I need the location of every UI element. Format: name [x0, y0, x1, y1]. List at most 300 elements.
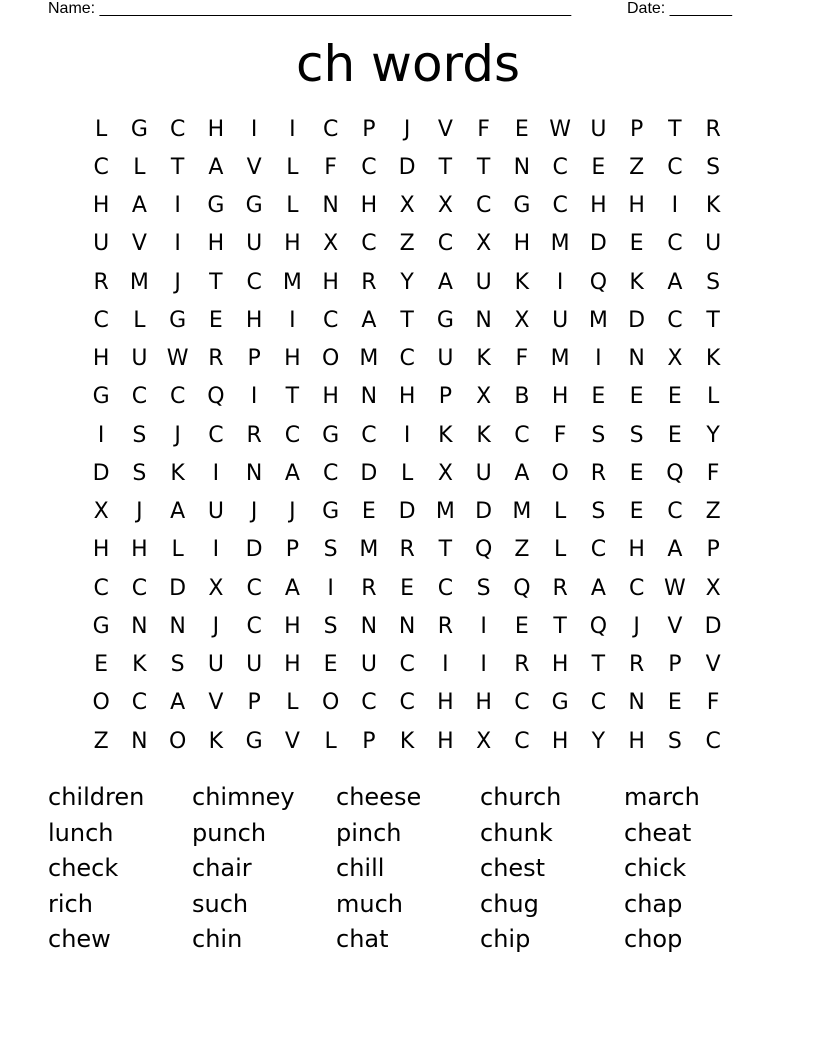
grid-letter: T: [170, 154, 185, 180]
grid-letter: L: [400, 460, 414, 486]
grid-letter: K: [476, 346, 491, 372]
grid-letter: J: [174, 422, 181, 448]
grid-letter: H: [284, 652, 301, 678]
grid-letter: M: [359, 537, 379, 563]
word-list-item: chew: [48, 925, 111, 953]
grid-letter: H: [131, 537, 148, 563]
grid-letter: S: [323, 537, 338, 563]
word-list-item: chunk: [480, 818, 553, 847]
grid-letter: L: [553, 537, 567, 563]
grid-letter: S: [706, 269, 721, 295]
grid-letter: C: [667, 231, 683, 257]
grid-letter: A: [208, 154, 224, 180]
grid-letter: B: [514, 384, 530, 410]
grid-letter: C: [131, 690, 148, 716]
grid-letter: H: [92, 346, 110, 372]
grid-letter: S: [706, 154, 721, 180]
grid-letter: I: [250, 116, 258, 142]
grid-letter: G: [245, 728, 263, 754]
grid-letter: C: [131, 575, 148, 601]
grid-letter: C: [667, 154, 683, 180]
grid-letter: S: [667, 728, 682, 754]
grid-letter: K: [705, 193, 721, 219]
grid-letter: N: [475, 307, 492, 333]
grid-letter: X: [476, 231, 492, 257]
word-list-item: such: [192, 889, 249, 918]
grid-letter: N: [360, 384, 378, 410]
grid-letter: V: [284, 728, 300, 754]
grid-letter: I: [97, 422, 105, 448]
grid-letter: U: [93, 231, 110, 257]
grid-letter: C: [361, 690, 377, 716]
grid-letter: U: [590, 116, 607, 142]
grid-letter: K: [629, 269, 644, 295]
grid-letter: H: [92, 193, 110, 219]
word-list-item: chat: [336, 925, 389, 953]
grid-letter: Y: [591, 728, 606, 754]
grid-letter: M: [359, 346, 379, 372]
grid-letter: Z: [629, 154, 645, 180]
grid-letter: G: [130, 116, 148, 142]
grid-letter: J: [250, 499, 258, 525]
grid-letter: E: [361, 499, 376, 525]
grid-letter: L: [553, 499, 567, 525]
grid-letter: U: [360, 652, 377, 678]
grid-letter: K: [476, 422, 491, 448]
grid-letter: P: [629, 116, 644, 142]
grid-letter: M: [512, 499, 532, 525]
grid-letter: A: [131, 193, 147, 219]
grid-letter: Y: [400, 269, 414, 295]
grid-letter: K: [170, 460, 185, 486]
grid-letter: I: [556, 269, 564, 295]
grid-letter: D: [628, 307, 646, 333]
grid-letter: I: [212, 537, 220, 563]
grid-letter: S: [591, 422, 606, 448]
grid-letter: M: [588, 307, 608, 333]
grid-letter: U: [131, 346, 148, 372]
grid-letter: Z: [514, 537, 530, 563]
grid-letter: T: [591, 652, 606, 678]
grid-letter: G: [322, 499, 340, 525]
word-list-item: chill: [336, 854, 385, 882]
grid-letter: C: [590, 537, 607, 563]
word-list-item: chick: [624, 854, 687, 882]
grid-letter: K: [438, 422, 453, 448]
grid-letter: E: [667, 690, 682, 716]
grid-letter: X: [323, 231, 339, 257]
grid-letter: P: [706, 537, 720, 563]
grid-letter: I: [289, 307, 296, 333]
grid-letter: C: [284, 422, 301, 448]
grid-letter: C: [552, 193, 568, 219]
grid-letter: Q: [207, 384, 225, 410]
grid-letter: J: [289, 499, 296, 525]
grid-letter: A: [284, 575, 300, 601]
word-list-item: cheese: [336, 783, 422, 811]
grid-letter: Q: [666, 460, 684, 486]
grid-letter: S: [323, 613, 338, 639]
grid-letter: D: [704, 613, 722, 639]
grid-letter: H: [245, 307, 263, 333]
grid-letter: E: [591, 384, 606, 410]
grid-letter: I: [595, 346, 602, 372]
grid-letter: X: [514, 307, 530, 333]
grid-letter: E: [667, 422, 682, 448]
grid-letter: E: [400, 575, 415, 601]
grid-letter: U: [552, 307, 569, 333]
grid-letter: X: [476, 728, 492, 754]
grid-letter: C: [514, 690, 530, 716]
grid-letter: F: [553, 422, 567, 448]
grid-letter: S: [629, 422, 644, 448]
word-list-item: much: [336, 889, 403, 918]
grid-letter: Q: [589, 269, 608, 295]
grid-letter: W: [166, 346, 189, 372]
word-list: [48, 780, 768, 958]
grid-letter: D: [245, 537, 263, 563]
date-field-label: Date: _______: [627, 0, 732, 17]
grid-letter: C: [322, 460, 339, 486]
grid-letter: D: [589, 231, 607, 257]
grid-letter: I: [403, 422, 411, 448]
grid-letter: T: [706, 307, 720, 333]
grid-letter: R: [361, 575, 377, 601]
grid-letter: E: [94, 652, 109, 678]
grid-letter: U: [246, 652, 263, 678]
grid-letter: H: [513, 231, 531, 257]
grid-letter: N: [628, 346, 645, 372]
word-list-item: punch: [192, 818, 267, 847]
grid-letter: H: [475, 690, 492, 716]
grid-letter: M: [550, 231, 570, 257]
grid-letter: A: [437, 269, 453, 295]
grid-letter: H: [437, 728, 454, 754]
word-list-item: chip: [480, 925, 531, 953]
grid-letter: I: [480, 613, 487, 639]
grid-letter: C: [399, 690, 415, 716]
grid-letter: S: [476, 575, 491, 601]
grid-letter: D: [169, 575, 187, 601]
grid-letter: C: [514, 422, 530, 448]
grid-letter: C: [361, 231, 377, 257]
grid-letter: A: [590, 575, 606, 601]
grid-letter: D: [92, 460, 110, 486]
grid-letter: N: [628, 690, 645, 716]
grid-letter: G: [169, 307, 187, 333]
grid-letter: T: [668, 116, 682, 142]
grid-letter: A: [667, 537, 683, 563]
grid-letter: J: [174, 269, 181, 295]
grid-letter: C: [437, 575, 454, 601]
grid-letter: D: [398, 499, 416, 525]
grid-letter: X: [437, 193, 453, 219]
grid-letter: H: [551, 728, 569, 754]
grid-letter: V: [246, 154, 262, 180]
grid-letter: C: [93, 154, 109, 180]
grid-letter: T: [553, 613, 567, 639]
grid-letter: S: [170, 652, 185, 678]
grid-letter: K: [208, 728, 224, 754]
grid-letter: C: [169, 116, 186, 142]
grid-letter: T: [438, 154, 453, 180]
grid-letter: G: [551, 690, 569, 716]
grid-letter: P: [285, 537, 300, 563]
grid-letter: X: [476, 384, 492, 410]
grid-letter: P: [247, 690, 261, 716]
grid-letter: O: [168, 728, 187, 754]
grid-letter: C: [169, 384, 186, 410]
word-list-item: chug: [480, 889, 539, 918]
word-list-item: chap: [624, 889, 683, 918]
grid-letter: G: [436, 307, 454, 333]
grid-letter: G: [513, 193, 531, 219]
grid-letter: L: [94, 116, 108, 142]
grid-letter: C: [437, 231, 454, 257]
grid-letter: N: [322, 193, 339, 219]
grid-letter: S: [132, 422, 147, 448]
grid-letter: H: [398, 384, 416, 410]
grid-letter: N: [169, 613, 186, 639]
word-list-item: rich: [48, 889, 93, 918]
grid-letter: K: [705, 346, 721, 372]
grid-letter: G: [92, 384, 110, 410]
grid-letter: R: [552, 575, 568, 601]
grid-letter: C: [246, 269, 262, 295]
grid-letter: H: [284, 231, 301, 257]
grid-letter: Z: [399, 231, 415, 257]
grid-letter: H: [628, 537, 645, 563]
grid-letter: L: [171, 537, 184, 563]
grid-letter: A: [170, 690, 186, 716]
grid-letter: K: [514, 269, 530, 295]
grid-letter: Q: [513, 575, 531, 601]
grid-letter: L: [286, 193, 299, 219]
grid-letter: N: [245, 460, 263, 486]
grid-letter: R: [93, 269, 109, 295]
grid-letter: C: [705, 728, 721, 754]
grid-letter: T: [400, 307, 414, 333]
grid-letter: A: [361, 307, 377, 333]
grid-letter: G: [322, 422, 340, 448]
grid-letter: P: [362, 116, 376, 142]
grid-letter: F: [515, 346, 529, 372]
grid-letter: G: [207, 193, 225, 219]
grid-letter: F: [477, 116, 490, 142]
grid-letter: N: [360, 613, 378, 639]
grid-letter: E: [629, 460, 644, 486]
grid-letter: P: [247, 346, 261, 372]
word-list-item: march: [624, 783, 700, 811]
grid-letter: Q: [474, 537, 493, 563]
grid-letter: E: [629, 231, 644, 257]
grid-letter: F: [324, 154, 337, 180]
grid-letter: H: [92, 537, 110, 563]
grid-letter: C: [361, 422, 377, 448]
grid-letter: D: [398, 154, 416, 180]
grid-letter: H: [322, 384, 339, 410]
grid-letter: H: [628, 728, 645, 754]
name-field-label: Name: _____________________________________________________: [48, 0, 572, 17]
grid-letter: H: [551, 384, 569, 410]
grid-letter: E: [323, 652, 338, 678]
grid-letter: N: [513, 154, 531, 180]
grid-letter: H: [322, 269, 339, 295]
grid-letter: V: [667, 613, 683, 639]
grid-letter: Y: [706, 422, 720, 448]
grid-letter: R: [208, 346, 224, 372]
word-list-item: pinch: [336, 818, 402, 847]
grid-letter: R: [399, 537, 415, 563]
grid-letter: L: [286, 154, 299, 180]
grid-letter: H: [628, 193, 645, 219]
grid-letter: I: [671, 193, 679, 219]
grid-letter: P: [668, 652, 682, 678]
grid-letter: M: [282, 269, 302, 295]
word-list-item: children: [48, 783, 145, 811]
grid-letter: X: [399, 193, 415, 219]
grid-letter: W: [549, 116, 571, 142]
grid-letter: C: [628, 575, 645, 601]
grid-letter: C: [208, 422, 224, 448]
grid-letter: N: [398, 613, 416, 639]
grid-letter: V: [208, 690, 224, 716]
grid-letter: M: [435, 499, 455, 525]
grid-letter: U: [705, 231, 722, 257]
grid-letter: C: [361, 154, 377, 180]
grid-letter: R: [246, 422, 262, 448]
grid-letter: E: [629, 499, 644, 525]
grid-letter: X: [208, 575, 224, 601]
grid-letter: J: [136, 499, 143, 525]
grid-letter: E: [667, 384, 682, 410]
word-list-item: check: [48, 854, 119, 882]
grid-letter: F: [706, 690, 720, 716]
grid-letter: V: [437, 116, 453, 142]
word-list-item: cheat: [624, 818, 692, 847]
page-title: ch words: [295, 35, 521, 93]
grid-letter: Q: [589, 613, 608, 639]
word-list-item: chest: [480, 854, 546, 882]
grid-letter: L: [133, 307, 146, 333]
grid-letter: R: [705, 116, 721, 142]
grid-letter: P: [362, 728, 376, 754]
grid-letter: V: [705, 652, 721, 678]
grid-letter: S: [132, 460, 147, 486]
grid-letter: U: [437, 346, 454, 372]
grid-letter: E: [514, 613, 529, 639]
grid-letter: O: [321, 690, 340, 716]
grid-letter: H: [590, 193, 607, 219]
grid-letter: O: [321, 346, 340, 372]
grid-letter: D: [360, 460, 378, 486]
grid-letter: C: [322, 307, 339, 333]
grid-letter: I: [442, 652, 449, 678]
grid-letter: C: [93, 575, 109, 601]
grid-letter: T: [476, 154, 491, 180]
grid-letter: K: [132, 652, 147, 678]
grid-letter: E: [629, 384, 644, 410]
grid-letter: K: [399, 728, 415, 754]
grid-letter: A: [170, 499, 186, 525]
word-list-item: lunch: [48, 818, 114, 847]
grid-letter: C: [590, 690, 607, 716]
grid-letter: Z: [93, 728, 109, 754]
grid-letter: I: [250, 384, 258, 410]
grid-letter: I: [289, 116, 296, 142]
word-list-item: chop: [624, 925, 683, 953]
grid-letter: C: [399, 652, 415, 678]
grid-letter: H: [284, 613, 301, 639]
grid-letter: R: [628, 652, 645, 678]
grid-letter: O: [551, 460, 569, 486]
grid-letter: A: [514, 460, 530, 486]
grid-letter: G: [92, 613, 110, 639]
grid-letter: R: [590, 460, 607, 486]
grid-letter: G: [245, 193, 263, 219]
grid-letter: X: [667, 346, 683, 372]
grid-letter: C: [552, 154, 568, 180]
grid-letter: Z: [705, 499, 721, 525]
grid-letter: S: [591, 499, 606, 525]
grid-letter: C: [93, 307, 109, 333]
grid-letter: C: [667, 307, 683, 333]
grid-letter: X: [93, 499, 109, 525]
grid-letter: R: [437, 613, 454, 639]
word-list-item: chair: [192, 854, 252, 882]
grid-letter: V: [131, 231, 147, 257]
grid-letter: H: [284, 346, 301, 372]
grid-letter: C: [667, 499, 683, 525]
word-list-item: chimney: [192, 783, 295, 811]
grid-letter: A: [284, 460, 300, 486]
grid-letter: H: [207, 116, 225, 142]
letter-grid: [82, 110, 732, 760]
grid-letter: L: [324, 728, 337, 754]
grid-letter: I: [212, 460, 220, 486]
grid-letter: T: [209, 269, 223, 295]
grid-letter: N: [131, 728, 148, 754]
grid-letter: L: [286, 690, 299, 716]
grid-letter: C: [246, 575, 262, 601]
word-list-item: church: [480, 783, 562, 811]
grid-letter: X: [437, 460, 453, 486]
grid-letter: I: [480, 652, 487, 678]
grid-letter: O: [92, 690, 110, 716]
grid-letter: C: [131, 384, 148, 410]
grid-letter: C: [322, 116, 339, 142]
grid-letter: P: [438, 384, 453, 410]
word-list-item: chin: [192, 925, 243, 953]
grid-letter: J: [633, 613, 640, 639]
grid-letter: J: [212, 613, 220, 639]
grid-letter: T: [438, 537, 453, 563]
grid-letter: R: [514, 652, 530, 678]
grid-letter: L: [133, 154, 146, 180]
grid-letter: I: [174, 231, 181, 257]
grid-letter: C: [399, 346, 415, 372]
grid-letter: U: [207, 499, 224, 525]
grid-letter: L: [706, 384, 720, 410]
grid-letter: H: [207, 231, 225, 257]
grid-letter: F: [706, 460, 720, 486]
grid-letter: E: [208, 307, 223, 333]
grid-letter: W: [663, 575, 686, 601]
grid-letter: X: [705, 575, 721, 601]
grid-letter: U: [475, 460, 492, 486]
grid-letter: C: [475, 193, 492, 219]
grid-letter: M: [129, 269, 149, 295]
